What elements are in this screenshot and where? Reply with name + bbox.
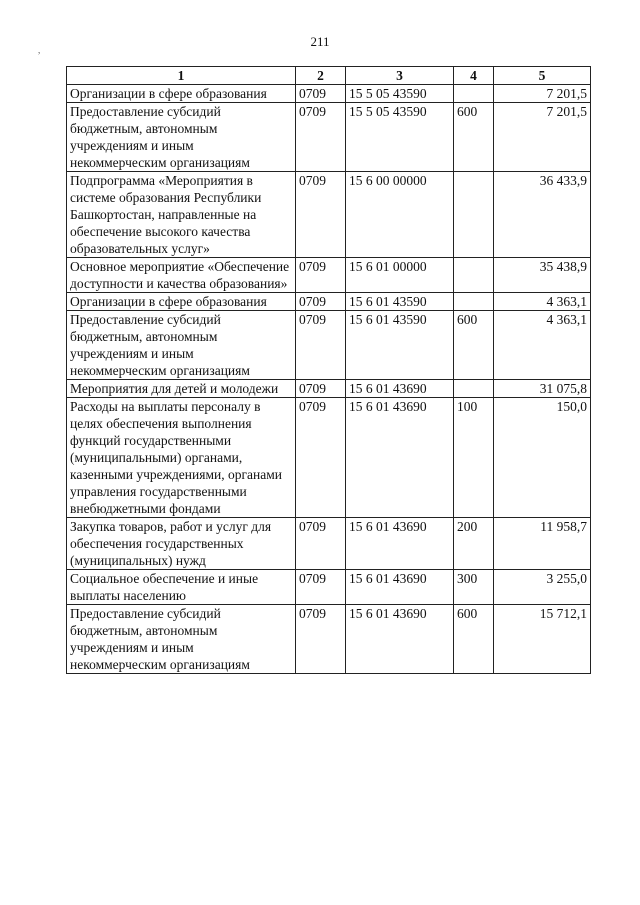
row-expense-type: 100 bbox=[454, 398, 494, 518]
row-section: 0709 bbox=[296, 85, 346, 103]
row-name: Предоставление субсидий бюджетным, автономным учреждениям и иным некоммерческим организациям bbox=[67, 103, 296, 172]
column-header-5: 5 bbox=[494, 67, 591, 85]
row-amount: 36 433,9 bbox=[494, 172, 591, 258]
table-row bbox=[67, 85, 591, 103]
table-row bbox=[67, 518, 591, 570]
row-amount: 35 438,9 bbox=[494, 258, 591, 293]
row-target-code: 15 6 01 43590 bbox=[346, 293, 454, 311]
row-expense-type bbox=[454, 172, 494, 258]
row-name: Организации в сфере образования bbox=[67, 85, 296, 103]
row-section: 0709 bbox=[296, 172, 346, 258]
row-target-code: 15 6 01 43690 bbox=[346, 605, 454, 674]
row-section: 0709 bbox=[296, 380, 346, 398]
row-section: 0709 bbox=[296, 293, 346, 311]
row-amount: 11 958,7 bbox=[494, 518, 591, 570]
table-row bbox=[67, 570, 591, 605]
row-amount: 7 201,5 bbox=[494, 103, 591, 172]
row-expense-type: 600 bbox=[454, 103, 494, 172]
row-amount: 15 712,1 bbox=[494, 605, 591, 674]
row-expense-type bbox=[454, 258, 494, 293]
row-section: 0709 bbox=[296, 311, 346, 380]
table-row bbox=[67, 605, 591, 674]
column-header-2: 2 bbox=[296, 67, 346, 85]
row-amount: 150,0 bbox=[494, 398, 591, 518]
row-name: Расходы на выплаты персоналу в целях обеспечения выполнения функций государственными (муниципальными) органами, казенными учреждениями, органами управления государственными внебюджетными фондами bbox=[67, 398, 296, 518]
row-expense-type bbox=[454, 293, 494, 311]
row-amount: 4 363,1 bbox=[494, 311, 591, 380]
row-amount: 31 075,8 bbox=[494, 380, 591, 398]
row-section: 0709 bbox=[296, 570, 346, 605]
row-target-code: 15 5 05 43590 bbox=[346, 85, 454, 103]
row-name: Мероприятия для детей и молодежи bbox=[67, 380, 296, 398]
table-row bbox=[67, 398, 591, 518]
row-expense-type: 200 bbox=[454, 518, 494, 570]
margin-mark: , bbox=[38, 45, 41, 55]
table-row bbox=[67, 258, 591, 293]
table-row bbox=[67, 293, 591, 311]
row-expense-type: 300 bbox=[454, 570, 494, 605]
row-section: 0709 bbox=[296, 605, 346, 674]
row-name: Подпрограмма «Мероприятия в системе образования Республики Башкортостан, направленные на обеспечение высокого качества образовательных услуг» bbox=[67, 172, 296, 258]
table-row bbox=[67, 311, 591, 380]
row-name: Организации в сфере образования bbox=[67, 293, 296, 311]
column-header-1: 1 bbox=[67, 67, 296, 85]
row-target-code: 15 6 00 00000 bbox=[346, 172, 454, 258]
row-section: 0709 bbox=[296, 398, 346, 518]
row-expense-type bbox=[454, 85, 494, 103]
table-row bbox=[67, 103, 591, 172]
row-target-code: 15 6 01 00000 bbox=[346, 258, 454, 293]
column-header-3: 3 bbox=[346, 67, 454, 85]
budget-table bbox=[66, 66, 591, 674]
page-number: 211 bbox=[310, 34, 330, 49]
row-target-code: 15 5 05 43590 bbox=[346, 103, 454, 172]
row-target-code: 15 6 01 43590 bbox=[346, 311, 454, 380]
row-expense-type: 600 bbox=[454, 605, 494, 674]
row-target-code: 15 6 01 43690 bbox=[346, 518, 454, 570]
row-target-code: 15 6 01 43690 bbox=[346, 380, 454, 398]
row-name: Закупка товаров, работ и услуг для обеспечения государственных (муниципальных) нужд bbox=[67, 518, 296, 570]
row-amount: 3 255,0 bbox=[494, 570, 591, 605]
table-row bbox=[67, 172, 591, 258]
row-section: 0709 bbox=[296, 518, 346, 570]
row-amount: 7 201,5 bbox=[494, 85, 591, 103]
row-expense-type: 600 bbox=[454, 311, 494, 380]
row-name: Предоставление субсидий бюджетным, автономным учреждениям и иным некоммерческим организациям bbox=[67, 605, 296, 674]
row-target-code: 15 6 01 43690 bbox=[346, 398, 454, 518]
header-row bbox=[67, 67, 591, 85]
column-header-4: 4 bbox=[454, 67, 494, 85]
row-name: Социальное обеспечение и иные выплаты населению bbox=[67, 570, 296, 605]
row-target-code: 15 6 01 43690 bbox=[346, 570, 454, 605]
table-row bbox=[67, 380, 591, 398]
row-expense-type bbox=[454, 380, 494, 398]
row-section: 0709 bbox=[296, 258, 346, 293]
row-amount: 4 363,1 bbox=[494, 293, 591, 311]
row-name: Предоставление субсидий бюджетным, автономным учреждениям и иным некоммерческим организациям bbox=[67, 311, 296, 380]
row-name: Основное мероприятие «Обеспечение доступности и качества образования» bbox=[67, 258, 296, 293]
row-section: 0709 bbox=[296, 103, 346, 172]
